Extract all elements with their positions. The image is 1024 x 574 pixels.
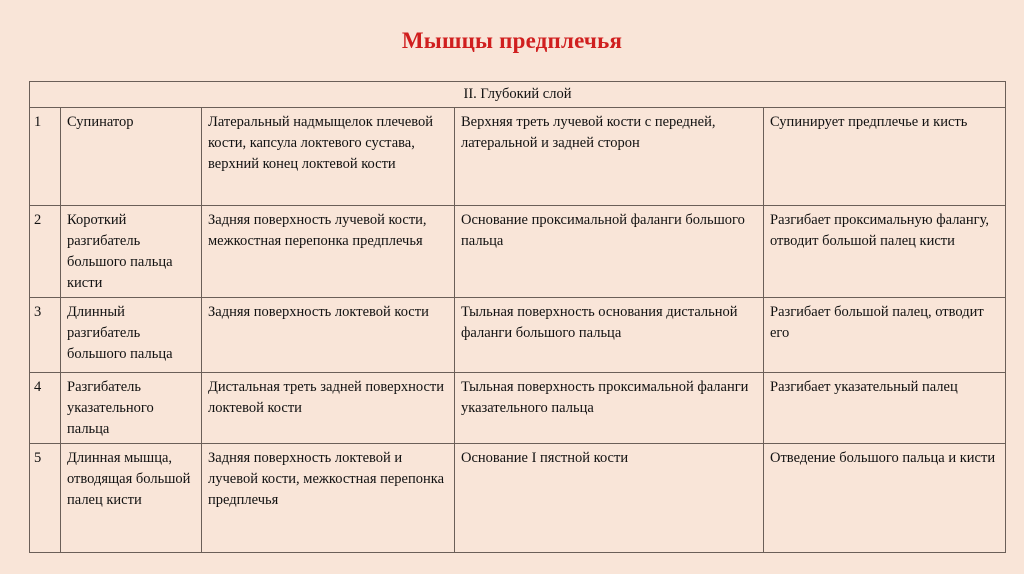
origin-cell: Латеральный надмыщелок плечевой кости, капсула локтевого сустава, верхний конец локтевой кости <box>202 108 455 206</box>
muscles-table <box>29 81 1006 553</box>
function-cell: Разгибает большой палец, отводит его <box>764 298 1006 373</box>
insertion-cell: Основание проксимальной фаланги большого пальца <box>455 206 764 298</box>
table-row <box>30 444 1006 553</box>
muscle-name-cell: Короткий разгибатель большого пальца кисти <box>61 206 202 298</box>
function-cell: Супинирует предплечье и кисть <box>764 108 1006 206</box>
row-number-cell: 5 <box>30 444 61 553</box>
function-cell: Отведение большого пальца и кисти <box>764 444 1006 553</box>
origin-cell: Дистальная треть задней поверхности локтевой кости <box>202 373 455 444</box>
insertion-cell: Верхняя треть лучевой кости с передней, латеральной и задней сторон <box>455 108 764 206</box>
row-number-cell: 1 <box>30 108 61 206</box>
muscle-name-cell: Разгибатель указательного пальца <box>61 373 202 444</box>
insertion-cell: Основание I пястной кости <box>455 444 764 553</box>
origin-cell: Задняя поверхность лучевой кости, межкостная перепонка предплечья <box>202 206 455 298</box>
table-header-cell: II. Глубокий слой <box>30 82 1006 108</box>
insertion-cell: Тыльная поверхность основания дистальной фаланги большого пальца <box>455 298 764 373</box>
slide-title: Мышцы предплечья <box>401 28 623 53</box>
row-number-cell: 2 <box>30 206 61 298</box>
table-row <box>30 108 1006 206</box>
insertion-cell: Тыльная поверхность проксимальной фаланги указательного пальца <box>455 373 764 444</box>
muscle-name-cell: Супинатор <box>61 108 202 206</box>
row-number-cell: 3 <box>30 298 61 373</box>
origin-cell: Задняя поверхность локтевой кости <box>202 298 455 373</box>
table-row <box>30 373 1006 444</box>
table-row <box>30 206 1006 298</box>
function-cell: Разгибает указательный палец <box>764 373 1006 444</box>
function-cell: Разгибает проксимальную фалангу, отводит большой палец кисти <box>764 206 1006 298</box>
muscle-name-cell: Длинный разгибатель большого пальца <box>61 298 202 373</box>
table-header-row <box>30 82 1006 108</box>
table-row <box>30 298 1006 373</box>
row-number-cell: 4 <box>30 373 61 444</box>
origin-cell: Задняя поверхность локтевой и лучевой кости, межкостная перепонка предплечья <box>202 444 455 553</box>
muscle-name-cell: Длинная мышца, отводящая большой палец кисти <box>61 444 202 553</box>
